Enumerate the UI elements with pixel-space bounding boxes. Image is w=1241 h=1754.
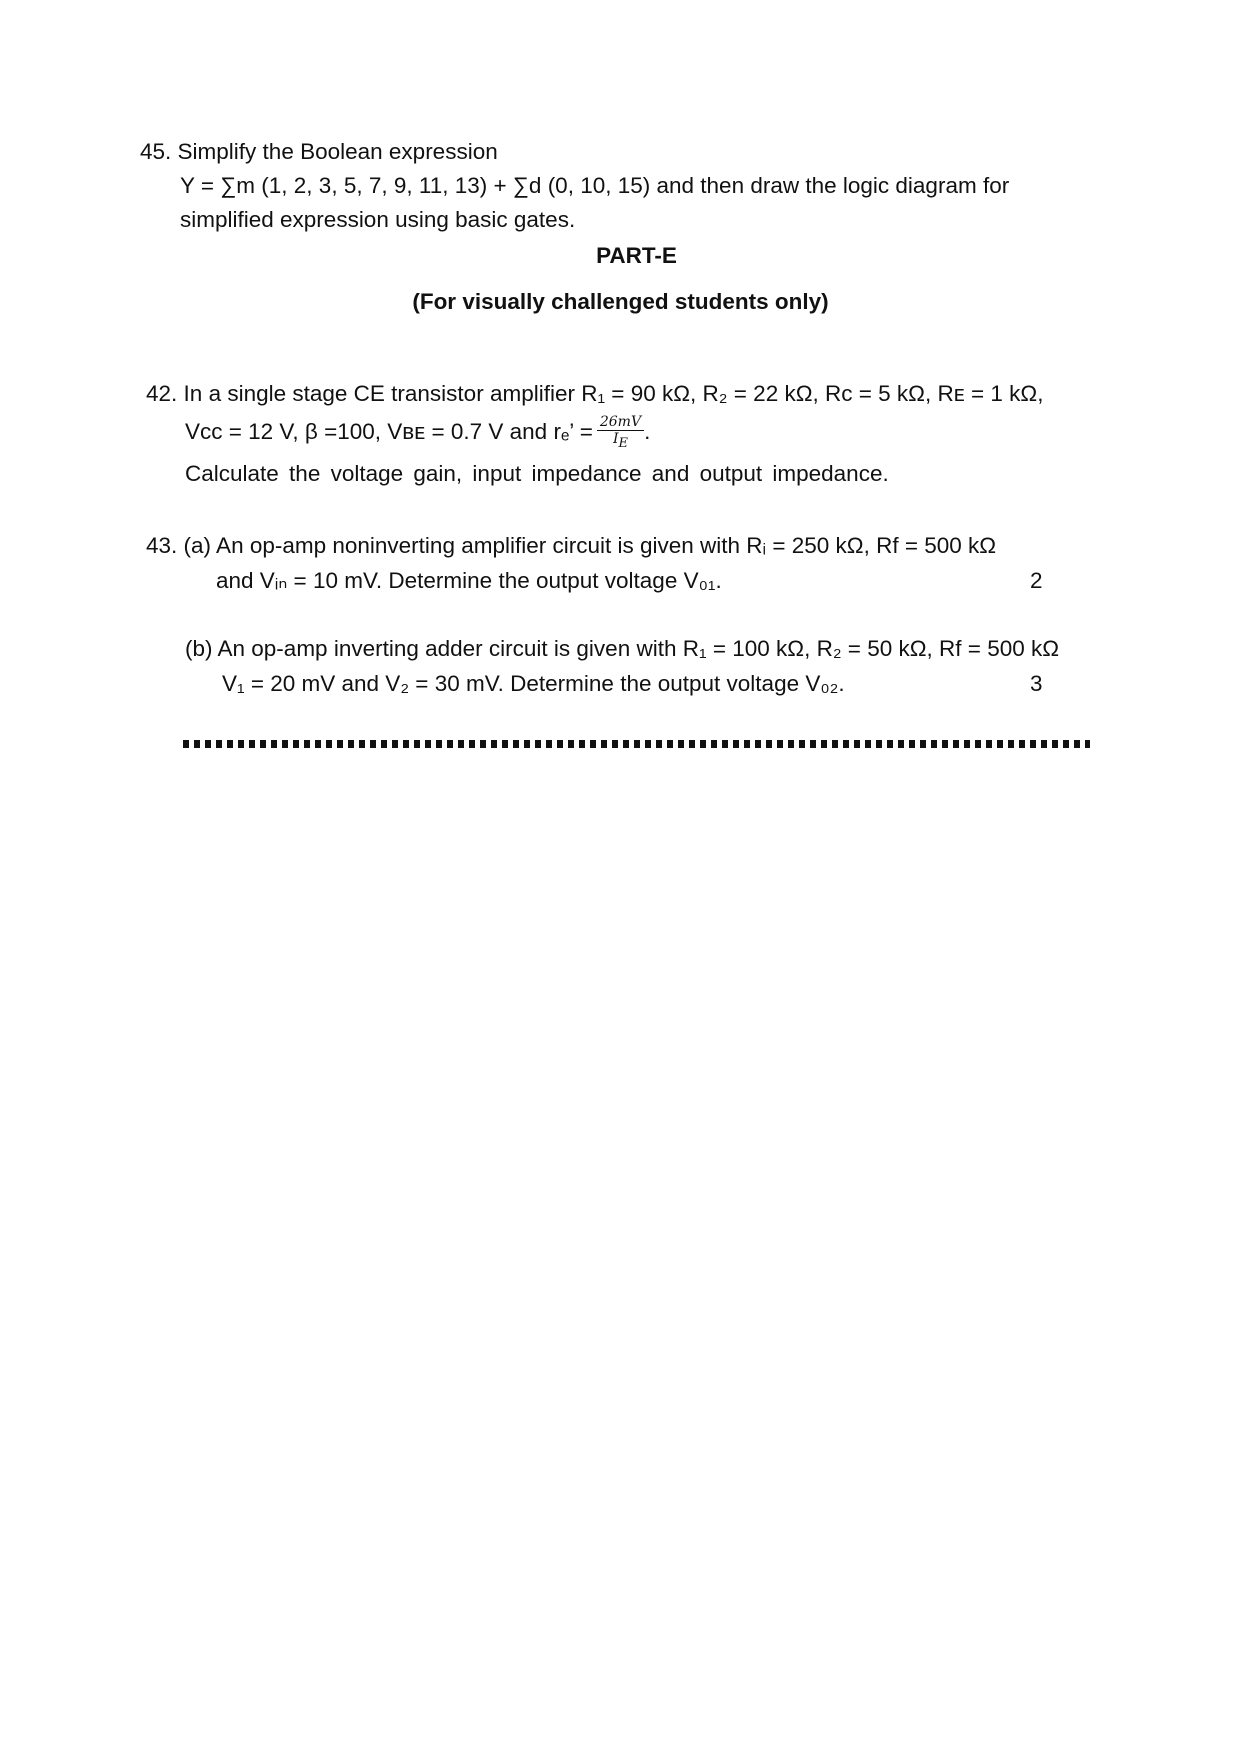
question-number: 43. [146, 533, 178, 558]
question-45-continuation: simplified expression using basic gates. [180, 207, 576, 232]
fraction-denominator-base: I [612, 431, 619, 447]
question-number: 45. [140, 139, 172, 164]
dotted-divider [183, 740, 1090, 748]
question-42-instruction: Calculate the voltage gain, input impedance and output impedance. [185, 461, 889, 486]
formula-fraction [597, 414, 644, 452]
question-43a-text: (a) An op-amp noninverting amplifier circuit is given with Rᵢ = 250 kΩ, Rf = 500 kΩ [183, 533, 997, 558]
parameter-text: Vᴄᴄ = 12 V, β =100, Vʙᴇ = 0.7 V and rₑ’ = [185, 418, 593, 444]
question-42 [146, 380, 1044, 408]
question-45-expression: Y = ∑m (1, 2, 3, 5, 7, 9, 11, 13) + ∑d (0, 10, 15) and then draw the logic diagram for [180, 173, 1010, 198]
marks-43b: 3 [1030, 671, 1043, 696]
fraction-denominator-subscript: E [618, 436, 628, 451]
question-43b-text: (b) An op-amp inverting adder circuit is given with R₁ = 100 kΩ, R₂ = 50 kΩ, Rf = 500 kΩ [185, 636, 1060, 661]
question-text: Simplify the Boolean expression [177, 139, 498, 164]
sentence-end: . [644, 418, 651, 444]
fraction-denominator [597, 430, 644, 452]
question-text: In a single stage CE transistor amplifier R₁ = 90 kΩ, R₂ = 22 kΩ, Rc = 5 kΩ, Rᴇ = 1 kΩ, [183, 381, 1044, 406]
question-number: 42. [146, 381, 178, 406]
question-43b-continuation: V₁ = 20 mV and V₂ = 30 mV. Determine the output voltage V₀₂. [222, 671, 845, 696]
question-45 [140, 138, 498, 166]
marks-43a: 2 [1030, 568, 1043, 593]
question-43 [146, 532, 996, 560]
question-43a-continuation: and Vᵢₙ = 10 mV. Determine the output voltage V₀₁. [216, 568, 722, 593]
section-subtitle: (For visually challenged students only) [412, 289, 829, 314]
section-title: PART-E [596, 243, 677, 268]
question-42-parameters [185, 414, 650, 452]
fraction-numerator: 26mV [599, 414, 642, 430]
